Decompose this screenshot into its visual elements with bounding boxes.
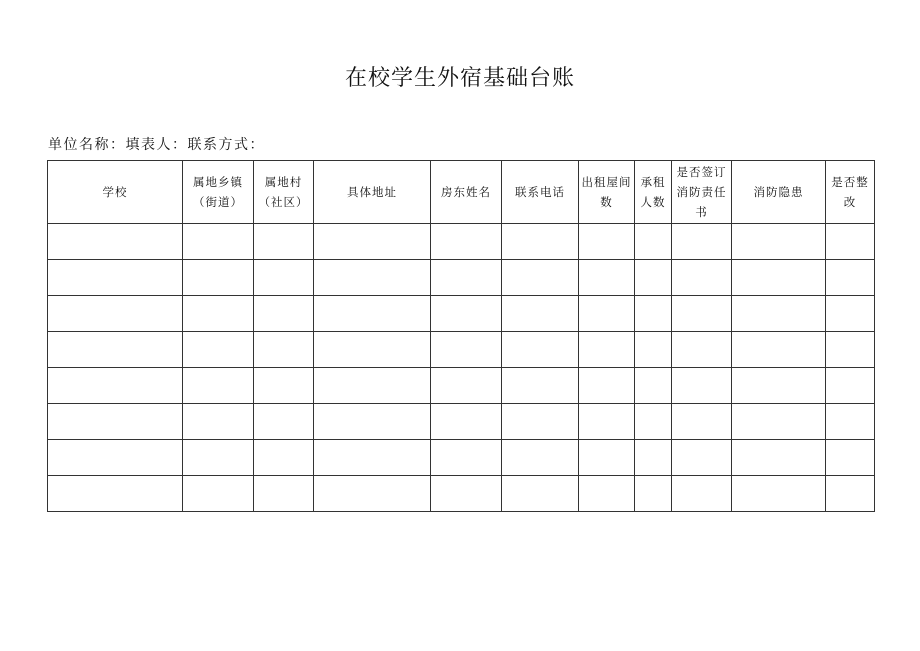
table-cell[interactable] <box>826 296 875 332</box>
header-school: 学校 <box>48 161 183 224</box>
info-line: 单位名称：填表人：联系方式： <box>48 137 265 153</box>
table-cell[interactable] <box>183 296 254 332</box>
table-cell[interactable] <box>48 404 183 440</box>
table-cell[interactable] <box>672 404 732 440</box>
table-cell[interactable] <box>48 260 183 296</box>
table-cell[interactable] <box>826 440 875 476</box>
table-cell[interactable] <box>314 224 431 260</box>
table-cell[interactable] <box>732 260 826 296</box>
table-cell[interactable] <box>254 260 314 296</box>
header-phone: 联系电话 <box>502 161 579 224</box>
table-cell[interactable] <box>579 332 635 368</box>
table-cell[interactable] <box>732 476 826 512</box>
table-cell[interactable] <box>672 260 732 296</box>
table-cell[interactable] <box>635 224 672 260</box>
table-cell[interactable] <box>48 476 183 512</box>
table-cell[interactable] <box>579 476 635 512</box>
table-cell[interactable] <box>826 332 875 368</box>
document-title: 在校学生外宿基础台账 <box>344 66 575 91</box>
table-cell[interactable] <box>48 440 183 476</box>
table-cell[interactable] <box>431 440 502 476</box>
table-cell[interactable] <box>254 332 314 368</box>
table-cell[interactable] <box>826 368 875 404</box>
table-cell[interactable] <box>431 332 502 368</box>
table-cell[interactable] <box>48 224 183 260</box>
table-cell[interactable] <box>183 404 254 440</box>
table-cell[interactable] <box>732 404 826 440</box>
table-cell[interactable] <box>48 296 183 332</box>
table-row <box>48 440 875 476</box>
table-cell[interactable] <box>431 404 502 440</box>
table-cell[interactable] <box>183 440 254 476</box>
table-cell[interactable] <box>635 296 672 332</box>
table-cell[interactable] <box>314 440 431 476</box>
table-cell[interactable] <box>635 404 672 440</box>
table-cell[interactable] <box>183 260 254 296</box>
ledger-table <box>47 160 875 512</box>
table-cell[interactable] <box>579 368 635 404</box>
table-cell[interactable] <box>672 332 732 368</box>
table-cell[interactable] <box>635 440 672 476</box>
table-cell[interactable] <box>183 332 254 368</box>
table-cell[interactable] <box>672 476 732 512</box>
table-row <box>48 332 875 368</box>
table-cell[interactable] <box>502 476 579 512</box>
table-cell[interactable] <box>314 368 431 404</box>
table-cell[interactable] <box>183 224 254 260</box>
header-fire-agreement: 是否签订 消防责任 书 <box>672 161 732 224</box>
table-cell[interactable] <box>431 296 502 332</box>
table-cell[interactable] <box>579 404 635 440</box>
ledger-body <box>48 224 875 512</box>
table-row <box>48 260 875 296</box>
table-cell[interactable] <box>502 368 579 404</box>
table-cell[interactable] <box>254 440 314 476</box>
table-row <box>48 368 875 404</box>
table-cell[interactable] <box>254 404 314 440</box>
table-cell[interactable] <box>635 368 672 404</box>
table-cell[interactable] <box>502 440 579 476</box>
table-cell[interactable] <box>431 224 502 260</box>
table-cell[interactable] <box>431 260 502 296</box>
table-cell[interactable] <box>502 224 579 260</box>
table-cell[interactable] <box>579 440 635 476</box>
table-row <box>48 404 875 440</box>
table-cell[interactable] <box>502 260 579 296</box>
table-cell[interactable] <box>183 368 254 404</box>
table-cell[interactable] <box>254 368 314 404</box>
table-cell[interactable] <box>732 440 826 476</box>
table-cell[interactable] <box>635 476 672 512</box>
table-cell[interactable] <box>672 224 732 260</box>
table-cell[interactable] <box>635 260 672 296</box>
table-cell[interactable] <box>672 368 732 404</box>
table-row <box>48 296 875 332</box>
table-cell[interactable] <box>314 296 431 332</box>
table-cell[interactable] <box>314 260 431 296</box>
table-cell[interactable] <box>314 332 431 368</box>
table-cell[interactable] <box>314 404 431 440</box>
table-cell[interactable] <box>635 332 672 368</box>
header-landlord: 房东姓名 <box>431 161 502 224</box>
table-cell[interactable] <box>732 296 826 332</box>
table-cell[interactable] <box>732 368 826 404</box>
table-cell[interactable] <box>183 476 254 512</box>
table-cell[interactable] <box>579 224 635 260</box>
header-row <box>48 161 875 224</box>
table-cell[interactable] <box>579 260 635 296</box>
table-cell[interactable] <box>826 224 875 260</box>
header-address: 具体地址 <box>314 161 431 224</box>
header-tenants: 承租 人数 <box>635 161 672 224</box>
table-cell[interactable] <box>431 368 502 404</box>
header-rooms: 出租屋间 数 <box>579 161 635 224</box>
table-cell[interactable] <box>502 332 579 368</box>
header-village: 属地村 （社区） <box>254 161 314 224</box>
table-row <box>48 476 875 512</box>
table-cell[interactable] <box>502 404 579 440</box>
table-cell[interactable] <box>579 296 635 332</box>
table-cell[interactable] <box>502 296 579 332</box>
table-cell[interactable] <box>672 296 732 332</box>
table-cell[interactable] <box>826 476 875 512</box>
table-row <box>48 224 875 260</box>
table-cell[interactable] <box>254 224 314 260</box>
table-cell[interactable] <box>314 476 431 512</box>
table-cell[interactable] <box>254 476 314 512</box>
header-township: 属地乡镇 （街道） <box>183 161 254 224</box>
table-cell[interactable] <box>254 296 314 332</box>
table-cell[interactable] <box>732 224 826 260</box>
table-cell[interactable] <box>732 332 826 368</box>
table-cell[interactable] <box>48 368 183 404</box>
table-cell[interactable] <box>431 476 502 512</box>
table-cell[interactable] <box>826 260 875 296</box>
table-cell[interactable] <box>672 440 732 476</box>
table-cell[interactable] <box>826 404 875 440</box>
table-cell[interactable] <box>48 332 183 368</box>
header-fire-hazard: 消防隐患 <box>732 161 826 224</box>
header-rectified: 是否整 改 <box>826 161 875 224</box>
